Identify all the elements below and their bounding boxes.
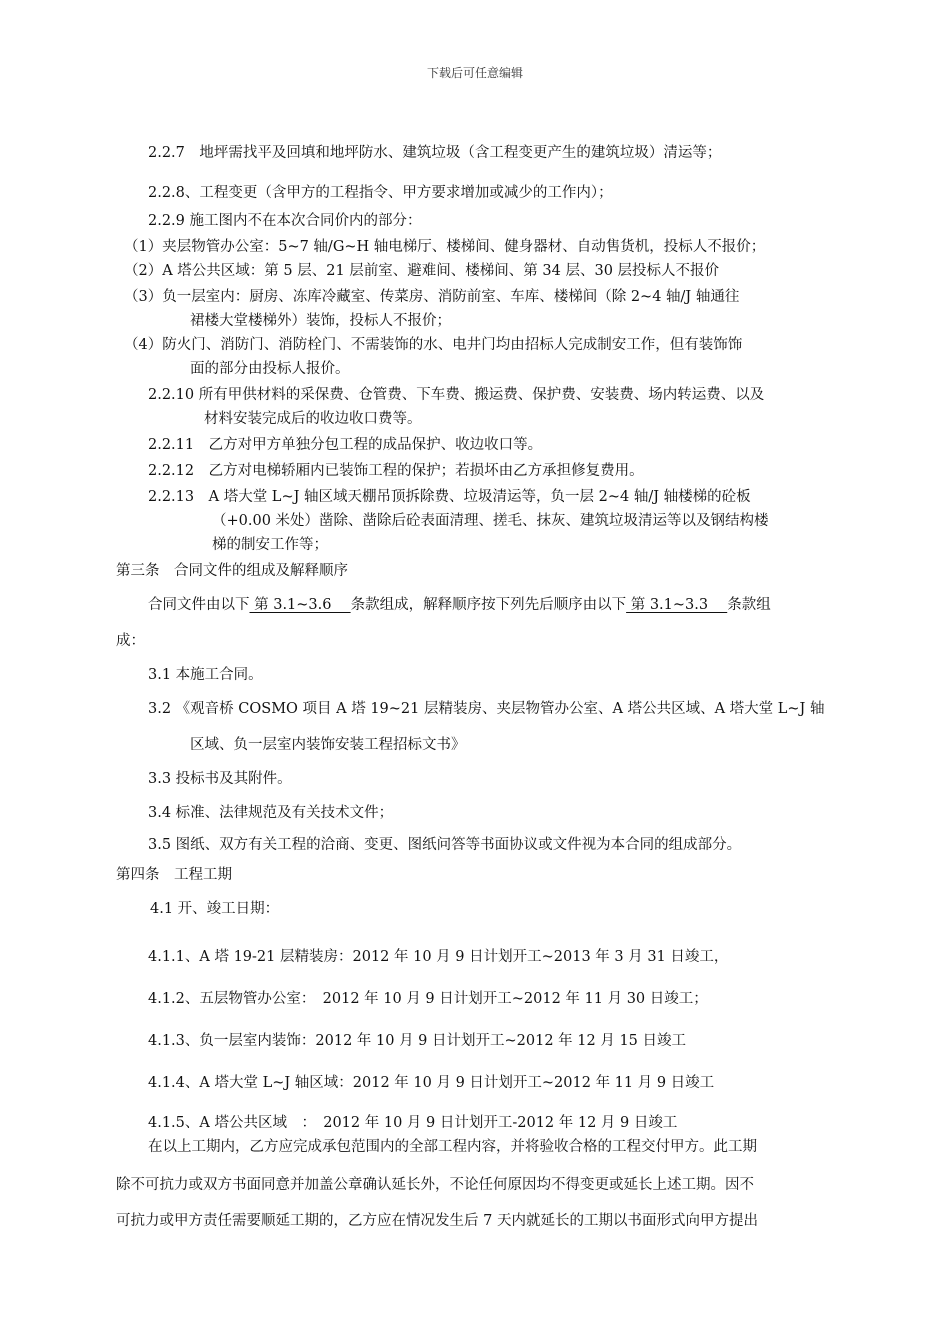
item-4-1-1: 4.1.1、A 塔 19-21 层精装房：2012 年 10 月 9 日计划开工~2013 年 3 月 31 日竣工， (148, 949, 729, 965)
clause-2-2-9-item-4: （4）防火门、消防门、消防栓门、不需装饰的水、电井门均由招标人完成制安工作，但有装饰饰 (124, 337, 743, 353)
order-range-2: 第 3.1~3.3 (626, 597, 728, 613)
clause-2-2-9-item-4-cont: 面的部分由投标人报价。 (190, 361, 350, 377)
article-3-heading: 第三条 合同文件的组成及解释顺序 (116, 563, 348, 579)
clause-2-2-9-item-1: （1）夹层物管办公室：5~7 轴/G~H 轴电梯厅、楼梯间、健身器材、自动售货机，投标人不报价； (124, 239, 766, 255)
contract-order-line (148, 596, 771, 614)
clause-2-2-13-cont-1: （+0.00 米处）凿除、凿除后砼表面清理、搓毛、抹灰、建筑垃圾清运等以及钢结构楼 (212, 513, 769, 529)
item-4-1-5: 4.1.5、A 塔公共区域 ： 2012 年 10 月 9 日计划开工-2012 年 12 月 9 日竣工 (148, 1115, 678, 1131)
order-text-1: 合同文件由以下 (148, 597, 250, 613)
schedule-paragraph-line-3: 可抗力或甲方责任需要顺延工期的，乙方应在情况发生后 7 天内就延长的工期以书面形式向甲方提出 (116, 1213, 758, 1229)
item-3-1: 3.1 本施工合同。 (148, 667, 263, 683)
item-4-1-4: 4.1.4、A 塔大堂 L~J 轴区域：2012 年 10 月 9 日计划开工~2012 年 11 月 9 日竣工 (148, 1075, 715, 1091)
clause-2-2-9: 2.2.9 施工图内不在本次合同价内的部分： (148, 213, 422, 229)
clause-2-2-10-cont: 材料安装完成后的收边收口费等。 (204, 411, 422, 427)
clause-2-2-10: 2.2.10 所有甲供材料的采保费、仓管费、下车费、搬运费、保护费、安装费、场内转运费、以及 (148, 387, 765, 403)
clause-2-2-9-item-2: （2）A 塔公共区域：第 5 层、21 层前室、避难间、楼梯间、第 34 层、30 层投标人不报价 (124, 263, 720, 279)
clause-2-2-8: 2.2.8、工程变更（含甲方的工程指令、甲方要求增加或减少的工作内）； (148, 185, 613, 201)
item-4-1-2: 4.1.2、五层物管办公室： 2012 年 10 月 9 日计划开工~2012 年 11 月 30 日竣工； (148, 991, 708, 1007)
clause-2-2-12: 2.2.12 乙方对电梯轿厢内已装饰工程的保护；若损坏由乙方承担修复费用。 (148, 463, 644, 479)
clause-2-2-13: 2.2.13 A 塔大堂 L~J 轴区域天棚吊顶拆除费、垃圾清运等，负一层 2~4 轴/J 轴楼梯的砼板 (148, 489, 751, 505)
schedule-paragraph-line-2: 除不可抗力或双方书面同意并加盖公章确认延长外，不论任何原因均不得变更或延长上述工期。因不 (116, 1177, 754, 1193)
item-3-5: 3.5 图纸、双方有关工程的洽商、变更、图纸问答等书面协议或文件视为本合同的组成部分。 (148, 837, 742, 853)
article-4-heading: 第四条 工程工期 (116, 867, 232, 883)
clause-2-2-9-item-3-cont: 裙楼大堂楼梯外）装饰，投标人不报价； (190, 313, 451, 329)
order-text-3: 条款组 (727, 597, 771, 613)
clause-2-2-9-item-3: （3）负一层室内：厨房、冻库冷藏室、传菜房、消防前室、车库、楼梯间（除 2~4 轴/J 轴通往 (124, 289, 740, 305)
order-text-2: 条款组成，解释顺序按下列先后顺序由以下 (350, 597, 627, 613)
item-3-3: 3.3 投标书及其附件。 (148, 771, 292, 787)
schedule-paragraph-line-1: 在以上工期内，乙方应完成承包范围内的全部工程内容，并将验收合格的工程交付甲方。此工期 (148, 1139, 757, 1155)
order-range-1: 第 3.1~3.6 (249, 597, 351, 613)
clause-2-2-13-cont-2: 梯的制安工作等； (212, 537, 328, 553)
item-3-4: 3.4 标准、法律规范及有关技术文件； (148, 805, 394, 821)
item-3-2-cont: 区域、负一层室内装饰安装工程招标文书》 (190, 737, 466, 753)
item-3-2: 3.2 《观音桥 COSMO 项目 A 塔 19~21 层精装房、夹层物管办公室、A 塔公共区域、A 塔大堂 L~J 轴 (148, 701, 825, 717)
item-4-1: 4.1 开、竣工日期： (150, 901, 280, 917)
clause-2-2-11: 2.2.11 乙方对甲方单独分包工程的成品保护、收边收口等。 (148, 437, 543, 453)
page-header: 下载后可任意编辑 (426, 66, 523, 80)
clause-2-2-7: 2.2.7 地坪需找平及回填和地坪防水、建筑垃圾（含工程变更产生的建筑垃圾）清运等； (148, 145, 722, 161)
item-4-1-3: 4.1.3、负一层室内装饰：2012 年 10 月 9 日计划开工~2012 年 12 月 15 日竣工 (148, 1033, 687, 1049)
contract-order-line-cont: 成： (116, 633, 145, 649)
